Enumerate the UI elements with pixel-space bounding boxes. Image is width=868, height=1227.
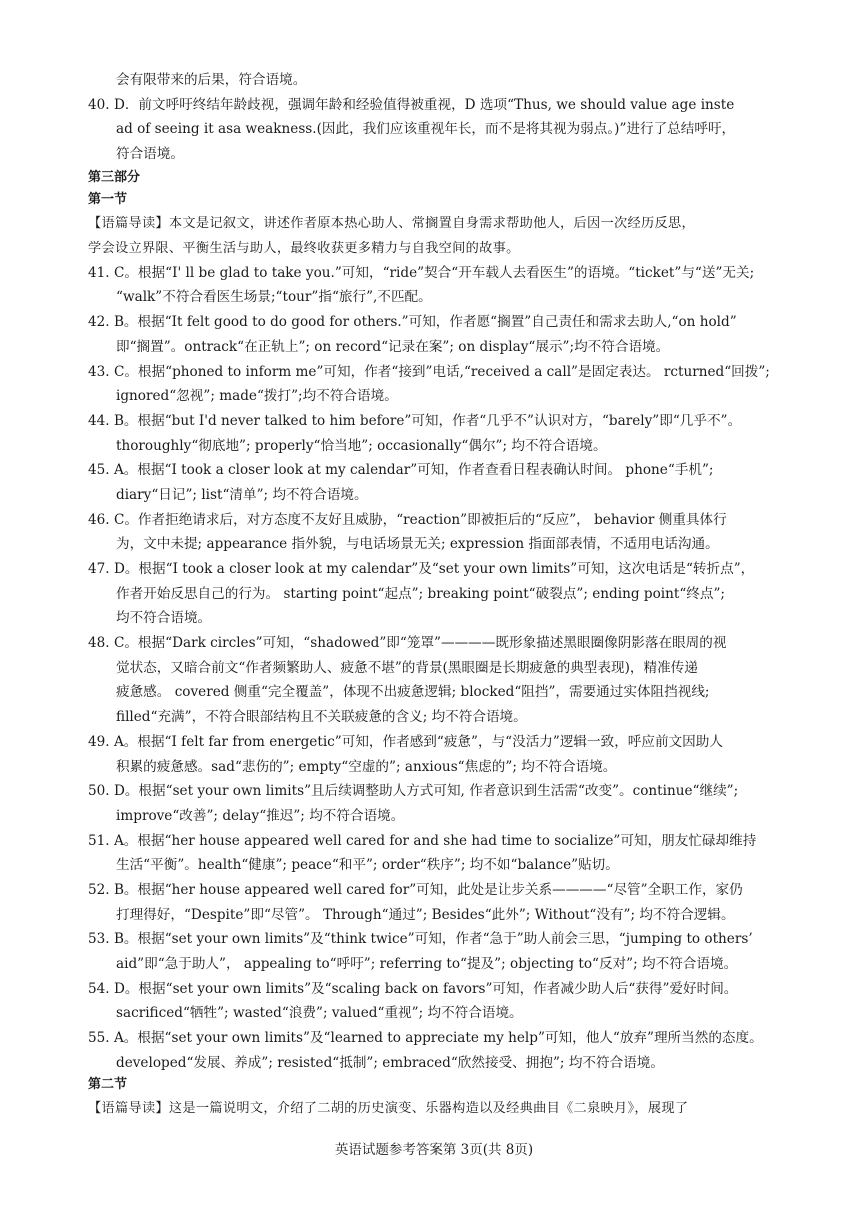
answer-item-45 bbox=[88, 458, 778, 507]
answer-line: improve“改善”; delay“推迟”; 均不符合语境。 bbox=[116, 807, 405, 824]
answer-line: sacrificed“牺牲”; wasted“浪费”; valued“重视”; 均不符合语境。 bbox=[116, 1005, 523, 1022]
answer-line: 53. B。根据“set your own limits”及“think twice”可知，作者“急于”助人前会三思，“jumping to others’ bbox=[88, 931, 753, 948]
answer-line: 为，文中未提; appearance 指外貌，与电话场景无关; expression 指面部表情，不适用电话沟通。 bbox=[116, 536, 719, 553]
q39-continuation: 会有限带来的后果，符合语境。 bbox=[116, 72, 307, 88]
answer-line: 43. C。根据“phoned to inform me”可知，作者“接到”电话,“received a call”是固定表达。 rcturned“回拨”; bbox=[88, 363, 770, 380]
answer-line: 生活“平衡”。health“健康”; peace“和平”; order“秩序”; 均不如“balance”贴切。 bbox=[116, 857, 619, 874]
answer-line: 打理得好，“Despite”即“尽管”。 Through“通过”; Besides“此外”; Without“没有”; 均不符合逻辑。 bbox=[116, 906, 735, 923]
answer-line: 作者开始反思自己的行为。 starting point“起点”; breaking point“破裂点”; ending point“终点”; bbox=[116, 585, 726, 602]
guide-line: 学会设立界限、平衡生活与助人，最终收获更多精力与自我空间的故事。 bbox=[88, 240, 520, 256]
answer-line: 均不符合语境。 bbox=[116, 610, 212, 627]
answer-item-52 bbox=[88, 878, 778, 927]
answer-item-53 bbox=[88, 927, 778, 976]
answer-line: “walk”不符合看医生场景;“tour”指“旅行”,不匹配。 bbox=[116, 289, 432, 306]
answer-line: 55. A。根据“set your own limits”及“learned to appreciate my help”可知，他人“放弃”理所当然的态度。 bbox=[88, 1030, 763, 1047]
answer-item-54 bbox=[88, 977, 778, 1026]
answer-item-44 bbox=[88, 409, 778, 458]
answer-item-51 bbox=[88, 829, 778, 878]
answer-item-43 bbox=[88, 360, 778, 409]
answer-line: 48. C。根据“Dark circles”可知，“shadowed”即“笼罩”————既形象描述黑眼圈像阴影落在眼周的视 bbox=[88, 635, 727, 652]
answer-line: diary“日记”; list“清单”; 均不符合语境。 bbox=[116, 486, 368, 503]
answer-line: 积累的疲惫感。sad“悲伤的”; empty“空虚的”; anxious“焦虑的”; 均不符合语境。 bbox=[116, 758, 617, 775]
answer-line: 54. D。根据“set your own limits”及“scaling back on favors”可知，作者减少助人后“获得”爱好时间。 bbox=[88, 980, 738, 997]
answer-item-50 bbox=[88, 779, 778, 828]
answer-item-41 bbox=[88, 261, 778, 310]
part-title: 第三部分 bbox=[88, 169, 141, 185]
answer-line: ad of seeing it asa weakness.(因此，我们应该重视年长，而不是将其视为弱点。)”进行了总结呼吁， bbox=[116, 121, 736, 138]
answer-item-47 bbox=[88, 557, 778, 631]
answer-content bbox=[88, 68, 778, 1121]
answer-line: 49. A。根据“I felt far from energetic”可知，作者感到“疲惫”，与“没活力”逻辑一致，呼应前文因助人 bbox=[88, 733, 723, 750]
answer-line: 52. B。根据“her house appeared well cared for”可知，此处是让步关系————“尽管”全职工作，家仍 bbox=[88, 881, 743, 898]
guide-line: 【语篇导读】本文是记叙文，讲述作者原本热心助人、常搁置自身需求帮助他人，后因一次经历反思， bbox=[88, 215, 695, 231]
answer-line: 42. B。根据“It felt good to do good for others.”可知，作者愿“搁置”自己责任和需求去助人,“on hold” bbox=[88, 314, 737, 331]
answer-item-48 bbox=[88, 631, 778, 730]
answer-line: filled“充满”，不符合眼部结构且不关联疲惫的含义; 均不符合语境。 bbox=[116, 709, 527, 726]
answer-line: 41. C。根据“I' ll be glad to take you.”可知，“ride”契合“开车载人去看医生”的语境。“ticket”与“送”无关; bbox=[88, 264, 755, 281]
answer-item-55 bbox=[88, 1026, 778, 1075]
passage-guide bbox=[88, 1096, 778, 1121]
answer-line: aid”即“急于助人”， appealing to“呼吁”; referring to“提及”; objecting to“反对”; 均不符合语境。 bbox=[116, 956, 738, 972]
answer-line: 疲惫感。 covered 侧重“完全覆盖”，体现不出疲惫逻辑; blocked“阻挡”，需要通过实体阻挡视线; bbox=[116, 684, 710, 701]
passage-guide bbox=[88, 211, 778, 261]
answer-line: thoroughly“彻底地”; properly“恰当地”; occasionally“偶尔”; 均不符合语境。 bbox=[116, 437, 607, 454]
answer-line: 44. B。根据“but I'd never talked to him before”可知，作者“几乎不”认识对方，“barely”即“几乎不”。 bbox=[88, 412, 742, 429]
answer-line: 符合语境。 bbox=[116, 146, 184, 163]
answer-item-40 bbox=[88, 93, 778, 167]
answer-line: ignored“忽视”; made“拨打”;均不符合语境。 bbox=[116, 388, 398, 405]
answer-line: 觉状态，又暗合前文“作者频繁助人、疲惫不堪”的背景(黑眼圈是长期疲惫的典型表现)，精准传递 bbox=[116, 659, 698, 676]
page-footer: 英语试题参考答案第 3页(共 8页) bbox=[334, 1142, 534, 1158]
answer-item-49 bbox=[88, 730, 778, 779]
section-title: 第二节 bbox=[88, 1077, 128, 1093]
answer-line: 40. D．前文呼吁终结年龄歧视，强调年龄和经验值得被重视，D 选项“Thus, we should value age inste bbox=[88, 96, 735, 113]
guide-line: 【语篇导读】这是一篇说明文，介绍了二胡的历史演变、乐器构造以及经典曲目《二泉映月》，展现了 bbox=[88, 1101, 689, 1117]
answer-line: 47. D。根据“I took a closer look at my calendar”及“set your own limits”可知，这次电话是“转折点”， bbox=[88, 561, 755, 577]
answer-list bbox=[88, 261, 778, 1076]
answer-line: 45. A。根据“I took a closer look at my calendar”可知，作者查看日程表确认时间。 phone“手机”; bbox=[88, 462, 714, 479]
answer-line: 46. C。作者拒绝请求后，对方态度不友好且威胁，“reaction”即被拒后的“反应”， behavior 侧重具体行 bbox=[88, 511, 727, 528]
answer-line: 51. A。根据“her house appeared well cared for and she had time to socialize”可知，朋友忙碌却维持 bbox=[88, 832, 757, 849]
answer-line: developed“发展、养成”; resisted“抵制”; embraced“欣然接受、拥抱”; 均不符合语境。 bbox=[116, 1054, 664, 1071]
answer-line: 即“搁置”。ontrack“在正轨上”; on record“记录在案”; on display“展示”;均不符合语境。 bbox=[116, 338, 670, 355]
answer-item-42 bbox=[88, 310, 778, 359]
answer-line: 50. D。根据“set your own limits”且后续调整助人方式可知, 作者意识到生活需“改变”。continue“继续”; bbox=[88, 783, 739, 800]
answer-item-46 bbox=[88, 508, 778, 557]
section-title: 第一节 bbox=[88, 191, 128, 207]
